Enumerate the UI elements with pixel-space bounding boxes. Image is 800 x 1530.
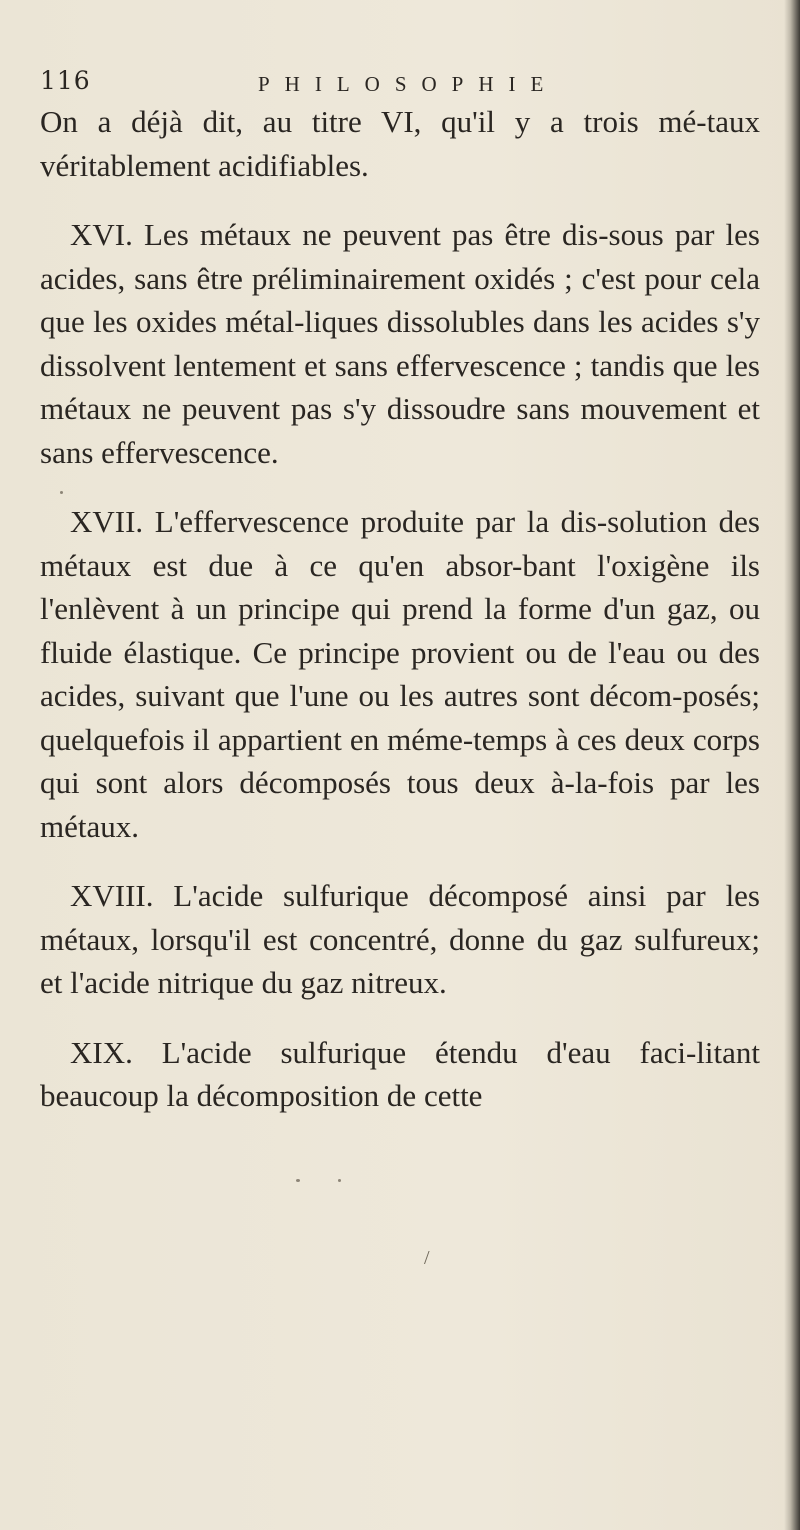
- paper-speck: [60, 491, 63, 494]
- paragraph-xvii: XVII. L'effervescence produite par la dis-solution des métaux est due à ce qu'en absor-bant l'oxigène ils l'enlèvent à un principe qui prend la forme d'un gaz, ou fluide élastique. Ce principe provient ou de l'eau ou des acides, suivant que l'une ou les autres sont décom-posés; quelquefois il appartient en méme-temps à ces deux corps qui sont alors décomposés tous deux à-la-fois par les métaux.: [40, 504, 760, 844]
- paragraph-xix: XIX. L'acide sulfurique étendu d'eau faci-litant beaucoup la décomposition de cette: [40, 1034, 760, 1113]
- paragraph-xvi: XVI. Les métaux ne peuvent pas être dis-sous par les acides, sans être préliminairement oxidés ; c'est pour cela que les oxides métal-liques dissolubles dans les acides s'y dissolvent lentement et sans effervescence ; tandis que les métaux ne peuvent pas s'y dissoudre sans mouvement et sans effervescence.: [40, 217, 760, 470]
- page-number: 116: [40, 66, 91, 95]
- paper-speck: [296, 1179, 300, 1182]
- paper-speck: [338, 1179, 341, 1182]
- paragraph-intro: On a déjà dit, au titre VI, qu'il y a trois mé-taux véritablement acidifiables.: [40, 104, 760, 183]
- pencil-mark: /: [424, 1247, 430, 1269]
- running-head: PHILOSOPHIE: [258, 72, 559, 96]
- paragraph-xviii: XVIII. L'acide sulfurique décomposé ainsi par les métaux, lorsqu'il est concentré, donne du gaz sulfureux; et l'acide nitrique du gaz nitreux.: [40, 878, 760, 1000]
- page-body: [40, 100, 760, 1144]
- page-edge-shadow: [784, 0, 800, 1530]
- page-header: [40, 62, 760, 102]
